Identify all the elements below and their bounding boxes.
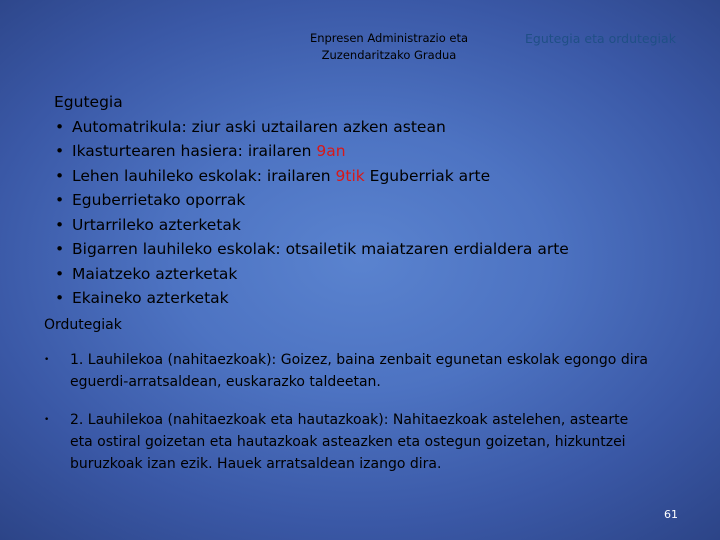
calendar-section [54,90,694,311]
bullet-icon: • [55,240,65,258]
bullet-icon: • [55,215,65,234]
calendar-item-christmas-holidays [54,188,694,213]
schedule-heading: Ordutegiak [44,317,122,333]
bullet-icon: • [55,142,65,160]
calendar-item-label: Automatrikula: ziur aski uztailaren azken astean [72,117,446,136]
calendar-item-date-highlight: 9an [316,142,346,160]
bullet-icon: • [55,191,65,209]
bullet-icon: • [55,264,65,283]
schedule-item-first-term [44,349,684,393]
calendar-list [54,115,694,311]
calendar-item-first-term [54,164,694,189]
schedule-item-line: eguerdi-arratsaldean, euskarazko taldeetan. [70,374,381,390]
bullet-icon: • [55,166,65,185]
calendar-item-label-tail: Eguberriak arte [364,166,491,185]
calendar-item-label: Lehen lauhileko eskolak: irailaren [72,166,336,185]
calendar-item-june-exams [54,286,694,311]
schedule-item-second-term [44,409,684,475]
calendar-item-date-highlight: 9tik [335,166,365,185]
calendar-item-label: Urtarrileko azterketak [72,215,241,234]
bullet-icon: • [44,415,50,425]
page-number: 61 [664,508,678,521]
calendar-heading: Egutegia [54,93,123,111]
degree-title-line-1: Enpresen Administrazio eta [309,31,469,45]
schedule-item-line: buruzkoak izan ezik. Hauek arratsaldean izango dira. [70,456,442,472]
schedule-item-line: 2. Lauhilekoa (nahitaezkoak eta hautazkoak): Nahitaezkoak astelehen, astearte [70,412,629,428]
calendar-item-label: Eguberrietako oporrak [72,191,246,209]
degree-title-line-2: Zuzendaritzako Gradua [321,48,457,62]
schedule-item-line: 1. Lauhilekoa (nahitaezkoak): Goizez, baina zenbait egunetan eskolak egongo dira [70,352,648,368]
calendar-item-january-exams [54,213,694,238]
degree-title [296,30,482,64]
bullet-icon: • [55,117,65,136]
calendar-item-course-start [54,139,694,164]
schedule-item-line: eta ostiral goizetan eta hautazkoak asteazken eta ostegun goizetan, hizkuntzei [70,434,626,450]
schedule-section [44,349,684,491]
calendar-item-label: Ikasturtearen hasiera: irailaren [72,142,317,160]
section-title: Egutegia eta ordutegiak [525,31,676,46]
calendar-item-label: Maiatzeko azterketak [72,264,238,283]
calendar-item-enrolment [54,115,694,140]
calendar-item-label: Ekaineko azterketak [72,289,229,307]
calendar-item-second-term [54,237,694,262]
bullet-icon: • [44,355,50,365]
bullet-icon: • [55,289,65,307]
calendar-item-label: Bigarren lauhileko eskolak: otsailetik maiatzaren erdialdera arte [72,240,569,258]
calendar-item-may-exams [54,262,694,287]
